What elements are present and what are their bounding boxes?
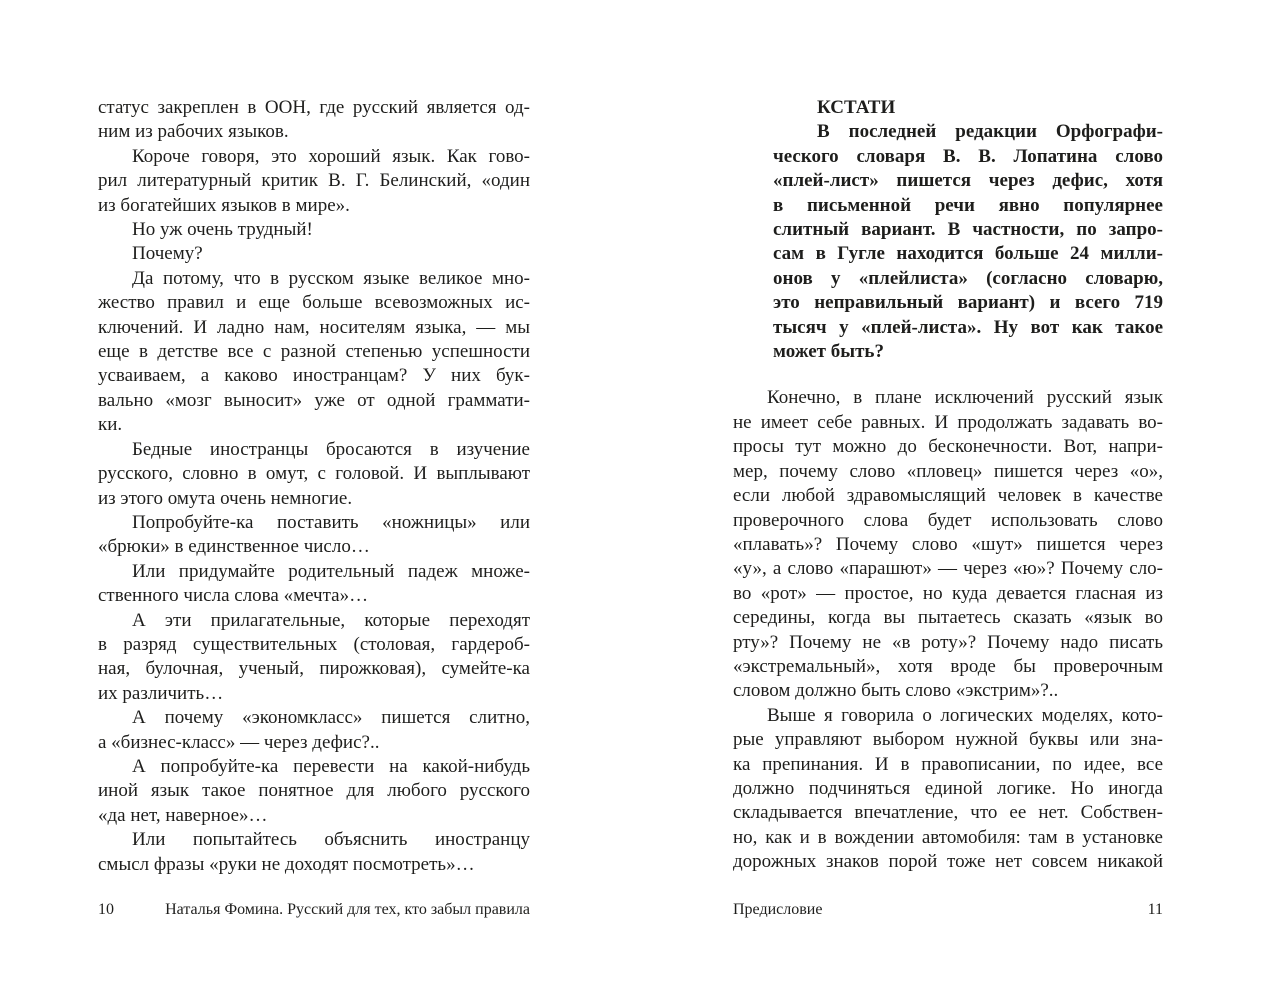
text-line: проверочного слова будет использовать слово bbox=[733, 509, 1163, 531]
text-line: Или попытайтесь объяснить иностранцу bbox=[132, 829, 530, 851]
text-line: а «бизнес-класс» — через дефис?.. bbox=[98, 731, 380, 753]
text-line: должно подчиняться единой логике. Но иногда bbox=[733, 777, 1163, 799]
text-line: ственного числа слова «мечта»… bbox=[98, 585, 369, 607]
text-line: рые управляют выбором нужной буквы или зна- bbox=[733, 729, 1163, 751]
text-line: не имеет себе равных. И продолжать задавать во- bbox=[733, 411, 1163, 433]
text-line: мер, почему слово «пловец» пишется через «о», bbox=[733, 460, 1163, 482]
right-page-text bbox=[733, 386, 1163, 874]
text-line: их различить… bbox=[98, 682, 224, 704]
text-line: ним из рабочих языков. bbox=[98, 121, 289, 143]
text-line: в разряд существительных (столовая, гардероб- bbox=[98, 633, 530, 655]
page-left bbox=[98, 96, 530, 956]
text-line: еще в детстве все с разной степенью успешности bbox=[98, 341, 530, 363]
text-line: если любой здравомыслящий человек в качестве bbox=[733, 485, 1163, 507]
text-line: ка препинания. И в правописании, по идее, все bbox=[733, 753, 1163, 775]
text-line: ключений. И ладно нам, носителям языка, — мы bbox=[98, 316, 530, 338]
running-title: Наталья Фомина. Русский для тех, кто забыл правила bbox=[165, 901, 530, 918]
text-line: середины, когда вы пытаетесь сказать «язык во bbox=[733, 607, 1163, 629]
text-line: русского, словно в омут, с головой. И выплывают bbox=[98, 463, 530, 485]
text-line: слитный вариант. В частности, по запро- bbox=[773, 219, 1163, 241]
text-line: иной язык такое понятное для любого русского bbox=[98, 780, 530, 802]
text-line: усваиваем, а каково иностранцам? У них бук- bbox=[98, 365, 530, 387]
text-line: В последней редакции Орфографи- bbox=[817, 121, 1163, 143]
text-line: КСТАТИ bbox=[817, 97, 896, 118]
text-line: А попробуйте-ка перевести на какой-нибудь bbox=[132, 755, 530, 777]
text-line: дорожных знаков порой тоже нет совсем никакой bbox=[733, 851, 1163, 873]
text-line: сам в Гугле находится больше 24 милли- bbox=[773, 243, 1163, 265]
text-line: словом должно быть слово «экстрим»?.. bbox=[733, 680, 1059, 702]
left-page-text bbox=[98, 96, 530, 877]
text-line: онов у «плейлиста» (согласно словарю, bbox=[773, 267, 1163, 289]
text-line: ки. bbox=[98, 414, 123, 436]
text-line: статус закреплен в ООН, где русский является од- bbox=[98, 97, 530, 118]
text-line: Бедные иностранцы бросаются в изучение bbox=[132, 438, 530, 460]
section-title: Предисловие bbox=[733, 901, 823, 918]
text-line: но, как и в вождении автомобиля: там в установке bbox=[733, 826, 1163, 848]
text-line: А почему «экономкласс» пишется слитно, bbox=[132, 707, 530, 729]
text-line: «плей-лист» пишется через дефис, хотя bbox=[773, 170, 1163, 192]
text-line: из этого омута очень немногие. bbox=[98, 487, 353, 509]
text-line: рту»? Почему не «в роту»? Почему надо писать bbox=[733, 631, 1163, 653]
text-line: ная, булочная, ученый, пирожковая), сумейте-ка bbox=[98, 658, 530, 680]
text-line: «брюки» в единственное число… bbox=[98, 536, 370, 558]
text-line: в письменной речи явно популярнее bbox=[773, 194, 1163, 216]
page-number-left: 10 bbox=[98, 901, 114, 918]
text-line: из богатейших языков в мире». bbox=[98, 194, 350, 216]
text-line: Но уж очень трудный! bbox=[132, 219, 313, 241]
text-line: Короче говоря, это хороший язык. Как гово- bbox=[132, 145, 530, 167]
text-line: «да нет, наверное»… bbox=[98, 804, 268, 826]
text-line: складывается впечатление, что ее нет. Собствен- bbox=[733, 802, 1163, 824]
text-line: Попробуйте-ка поставить «ножницы» или bbox=[132, 511, 530, 533]
text-line: Или придумайте родительный падеж множе- bbox=[132, 560, 530, 582]
footer-left bbox=[98, 900, 530, 920]
text-line: Почему? bbox=[132, 243, 203, 265]
text-line: А эти прилагательные, которые переходят bbox=[132, 609, 530, 631]
text-line: вально «мозг выносит» уже от одной граммати- bbox=[98, 389, 530, 411]
text-line: смысл фразы «руки не доходят посмотреть»… bbox=[98, 853, 475, 875]
kstati-aside-block bbox=[773, 96, 1163, 364]
text-line: «плавать»? Почему слово «шут» пишется через bbox=[733, 533, 1163, 555]
page-right bbox=[733, 96, 1163, 956]
text-line: Выше я говорила о логических моделях, кото- bbox=[767, 704, 1163, 726]
footer-right bbox=[733, 900, 1163, 920]
text-line: жество правил и еще больше всевозможных ис- bbox=[98, 292, 530, 314]
text-line: во «рот» — простое, но куда девается гласная из bbox=[733, 582, 1163, 604]
text-line: рил литературный критик В. Г. Белинский, «один bbox=[98, 170, 530, 192]
text-line: может быть? bbox=[773, 341, 884, 363]
text-line: просы тут можно до бесконечности. Вот, напри- bbox=[733, 436, 1163, 458]
page-number-right: 11 bbox=[1147, 901, 1163, 918]
text-line: «экстремальный», хотя вроде бы проверочным bbox=[733, 655, 1163, 677]
text-line: Да потому, что в русском языке великое мно- bbox=[132, 267, 530, 289]
text-line: ческого словаря В. В. Лопатина слово bbox=[773, 145, 1163, 167]
text-line: тысяч у «плей-листа». Ну вот как такое bbox=[773, 316, 1163, 338]
text-line: «у», а слово «парашют» — через «ю»? Почему сло- bbox=[733, 558, 1163, 580]
text-line: Конечно, в плане исключений русский язык bbox=[767, 387, 1163, 409]
text-line: это неправильный вариант) и всего 719 bbox=[773, 292, 1163, 314]
